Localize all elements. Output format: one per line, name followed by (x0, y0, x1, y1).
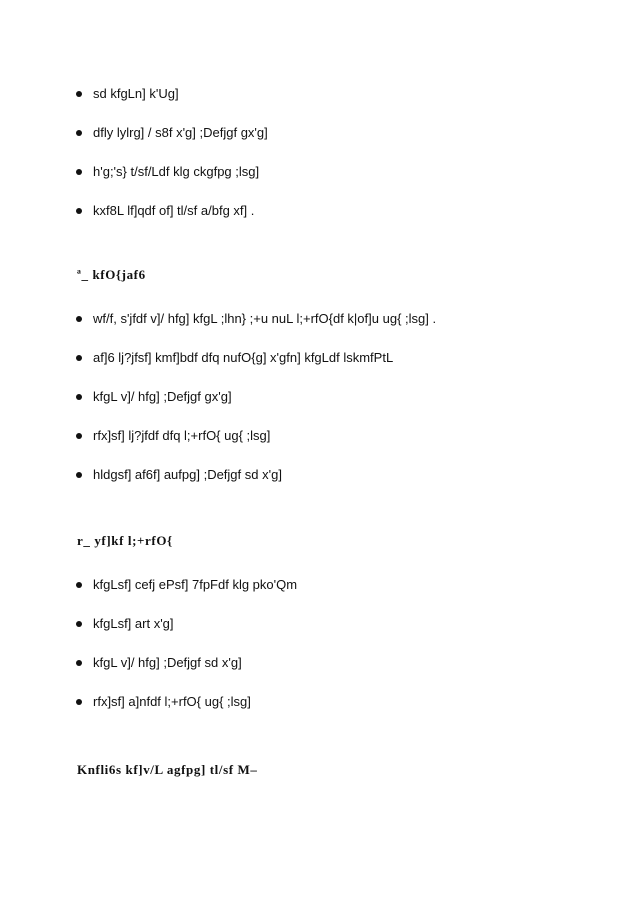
list-item (76, 653, 297, 673)
drip-irrigation-bullet-list (76, 575, 297, 712)
bullet-icon (76, 582, 82, 588)
list-item (76, 123, 268, 143)
list-item (76, 84, 268, 104)
list-item (76, 387, 436, 407)
list-item-text: rfx]sf] a]nfdf l;+rfO{ ug{ ;lsg] (93, 694, 251, 709)
list-item-text: h'g;'s} t/sf/Ldf klg ckgfpg ;lsg] (93, 164, 260, 179)
list-item-text: wf/f, s'jfdf v]/ hfg] kfgL ;lhn} ;+u nuL l;+rfO{df k|of]u ug{ ;lsg] . (93, 311, 437, 326)
list-item-text: hldgsf] af6f] aufpg] ;Defjgf sd x'g] (93, 467, 282, 482)
list-item-text: kfgLsf] cefj ePsf] 7fpFdf klg pko'Qm (93, 577, 298, 592)
bullet-icon (76, 355, 82, 361)
list-item (76, 575, 297, 595)
list-item-text: af]6 lj?jfsf] kmf]bdf dfq nufO{g] x'gfn] kfgLdf lskmfPtL (93, 350, 394, 365)
list-item (76, 309, 436, 329)
bullet-icon (76, 169, 82, 175)
bullet-icon (76, 660, 82, 666)
list-item-text: rfx]sf] lj?jfdf dfq l;+rfO{ ug{ ;lsg] (93, 428, 271, 443)
bullet-icon (76, 316, 82, 322)
list-item-text: kfgL v]/ hfg] ;Defjgf gx'g] (93, 389, 232, 404)
list-item-text: kfgL v]/ hfg] ;Defjgf sd x'g] (93, 655, 242, 670)
bullet-icon (76, 699, 82, 705)
section-heading-drip-irrigation: r_ yf]kf l;+rfO{ (77, 533, 173, 548)
list-item-text: sd kfgLn] k'Ug] (93, 86, 179, 101)
pipe-method-bullet-list (76, 309, 436, 485)
list-item (76, 162, 268, 182)
list-item (76, 348, 436, 368)
list-item-text: kxf8L lf]qdf of] tl/sf a/bfg xf] . (93, 203, 255, 218)
list-item (76, 426, 436, 446)
bullet-icon (76, 208, 82, 214)
list-item-text: dfly lylrg] / s8f x'g] ;Defjgf gx'g] (93, 125, 268, 140)
section-heading-pipe-method: ª_ kfO{jaf6 (77, 267, 146, 282)
section-heading-plastic-pond: Knfli6s kf]v/L agfpg] tl/sf M– (77, 762, 258, 777)
list-item (76, 465, 436, 485)
bullet-icon (76, 394, 82, 400)
bullet-icon (76, 91, 82, 97)
intro-bullet-list (76, 84, 268, 221)
bullet-icon (76, 621, 82, 627)
list-item (76, 201, 268, 221)
bullet-icon (76, 130, 82, 136)
list-item-text: kfgLsf] art x'g] (93, 616, 174, 631)
bullet-icon (76, 472, 82, 478)
list-item (76, 692, 297, 712)
list-item (76, 614, 297, 634)
bullet-icon (76, 433, 82, 439)
